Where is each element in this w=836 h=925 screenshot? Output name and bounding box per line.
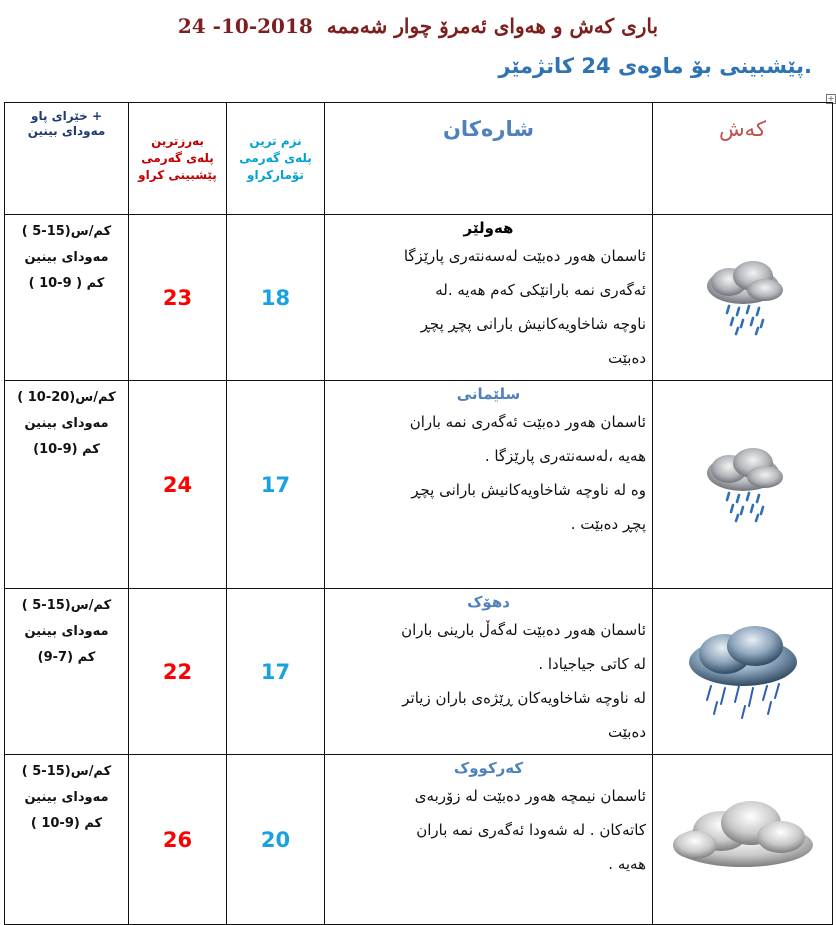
min-temp-cell: 18 bbox=[227, 215, 325, 381]
min-temp-cell: 17 bbox=[227, 589, 325, 755]
wind-visibility-line: مەودای بینین bbox=[24, 624, 109, 639]
wind-visibility-line: ( 5-15)کم/س bbox=[21, 764, 112, 779]
title-text: باری کەش و هەوای ئەمرۆ چوار شەممە bbox=[326, 14, 659, 38]
wind-visibility-line: ( 10-20)کم/س bbox=[17, 390, 116, 405]
city-forecast-cell bbox=[325, 215, 653, 381]
page-title bbox=[0, 14, 836, 38]
min-temp-cell: 20 bbox=[227, 755, 325, 925]
wind-visibility-cell bbox=[5, 215, 129, 381]
forecast-description bbox=[331, 405, 646, 541]
weather-icon-cell bbox=[653, 589, 833, 755]
wind-visibility-cell bbox=[5, 381, 129, 589]
forecast-line: دەبێت bbox=[608, 349, 646, 367]
max-temp-cell: 26 bbox=[129, 755, 227, 925]
forecast-line: دەبێت bbox=[608, 723, 646, 741]
forecast-description bbox=[331, 613, 646, 749]
header-min-line: پلەی گەرمی bbox=[239, 151, 312, 165]
wind-visibility-cell bbox=[5, 755, 129, 925]
wind-visibility-line: ( 10-9) کم bbox=[30, 816, 103, 831]
wind-visibility-line: مەودای بینین bbox=[24, 790, 109, 805]
forecast-line: کاتەکان . لە شەودا ئەگەری نمە باران bbox=[416, 821, 646, 839]
city-name: کەرکووک bbox=[453, 759, 524, 777]
header-wind-line: خێرای پاو + bbox=[30, 109, 102, 123]
city-name: هەولێر bbox=[463, 219, 514, 237]
title-date: 24 -10-2018 bbox=[177, 14, 313, 38]
table-header-row bbox=[5, 103, 833, 215]
city-forecast-cell bbox=[325, 589, 653, 755]
forecast-line: هەیە ،لەسەنتەری پارێزگا . bbox=[484, 447, 646, 465]
header-max-line: پێشبینی کراو bbox=[138, 168, 217, 182]
header-wind-line: مەودای بینین bbox=[27, 124, 106, 138]
forecast-line: لە ناوچە شاخاویەکان ڕێژەی باران زیاتر bbox=[402, 689, 646, 707]
forecast-line: ئاسمان هەور دەبێت ئەگەری نمە باران bbox=[409, 413, 646, 431]
header-max-line: بەرزترین bbox=[151, 134, 204, 148]
wind-visibility-line: ( 10-9 ) کم bbox=[28, 276, 105, 291]
city-forecast-cell bbox=[325, 755, 653, 925]
wind-visibility-cell bbox=[5, 589, 129, 755]
forecast-row bbox=[5, 755, 833, 925]
header-min-line: تۆمارکراو bbox=[247, 168, 304, 182]
cloud-icon bbox=[665, 868, 821, 887]
forecast-line: هەیە . bbox=[608, 855, 646, 873]
wind-visibility-line: ( 5-15)کم/س bbox=[21, 224, 112, 239]
min-temp-cell: 17 bbox=[227, 381, 325, 589]
weather-icon-cell bbox=[653, 215, 833, 381]
weather-icon-cell bbox=[653, 381, 833, 589]
header-max-line: پلەی گەرمی bbox=[141, 151, 214, 165]
forecast-table bbox=[4, 102, 833, 925]
forecast-line: ئاسمان نیمچە هەور دەبێت لە زۆربەی bbox=[414, 787, 646, 805]
forecast-description bbox=[331, 779, 646, 881]
max-temp-cell: 22 bbox=[129, 589, 227, 755]
forecast-line: ئەگەری نمە بارانێکی کەم هەیە .لە bbox=[435, 281, 646, 299]
wind-visibility-line: (9-7) کم bbox=[37, 650, 96, 665]
forecast-subtitle: پێشبینی بۆ ماوەی 24 کاتژمێر. bbox=[498, 54, 812, 78]
city-forecast-cell bbox=[325, 381, 653, 589]
header-max-temp bbox=[129, 103, 227, 215]
table-move-handle-icon[interactable]: + bbox=[827, 94, 835, 103]
wind-visibility-line: مەودای بینین bbox=[24, 250, 109, 265]
forecast-row bbox=[5, 589, 833, 755]
forecast-description bbox=[331, 239, 646, 375]
rain-cloud-icon bbox=[693, 508, 793, 527]
forecast-line: ئاسمان هەور دەبێت لەسەنتەری پارێزگا bbox=[403, 247, 646, 265]
city-name: دهۆک bbox=[467, 593, 510, 611]
heavy-rain-cloud-icon bbox=[681, 705, 805, 724]
forecast-line: پچڕ دەبێت . bbox=[570, 515, 646, 533]
wind-visibility-line: ( 5-15)کم/س bbox=[21, 598, 112, 613]
forecast-line: لە کاتی جیاجیادا . bbox=[538, 655, 646, 673]
forecast-row bbox=[5, 215, 833, 381]
forecast-row bbox=[5, 381, 833, 589]
max-temp-cell: 23 bbox=[129, 215, 227, 381]
forecast-line: وە لە ناوچە شاخاویەکانیش بارانی پچڕ bbox=[411, 481, 646, 499]
wind-visibility-line: (10-9) کم bbox=[33, 442, 100, 457]
header-weather: کەش bbox=[653, 103, 833, 215]
forecast-line: ناوچە شاخاویەکانیش بارانی پچڕ پچڕ bbox=[420, 315, 646, 333]
weather-icon-cell bbox=[653, 755, 833, 925]
header-wind-visibility bbox=[5, 103, 129, 215]
header-min-temp bbox=[227, 103, 325, 215]
max-temp-cell: 24 bbox=[129, 381, 227, 589]
header-cities: شارەکان bbox=[325, 103, 653, 215]
forecast-line: ئاسمان هەور دەبێت لەگەڵ بارینی باران bbox=[401, 621, 646, 639]
rain-cloud-icon bbox=[693, 321, 793, 340]
header-min-line: نزم ترین bbox=[249, 134, 302, 148]
city-name: سلێمانی bbox=[456, 385, 521, 403]
wind-visibility-line: مەودای بینین bbox=[24, 416, 109, 431]
